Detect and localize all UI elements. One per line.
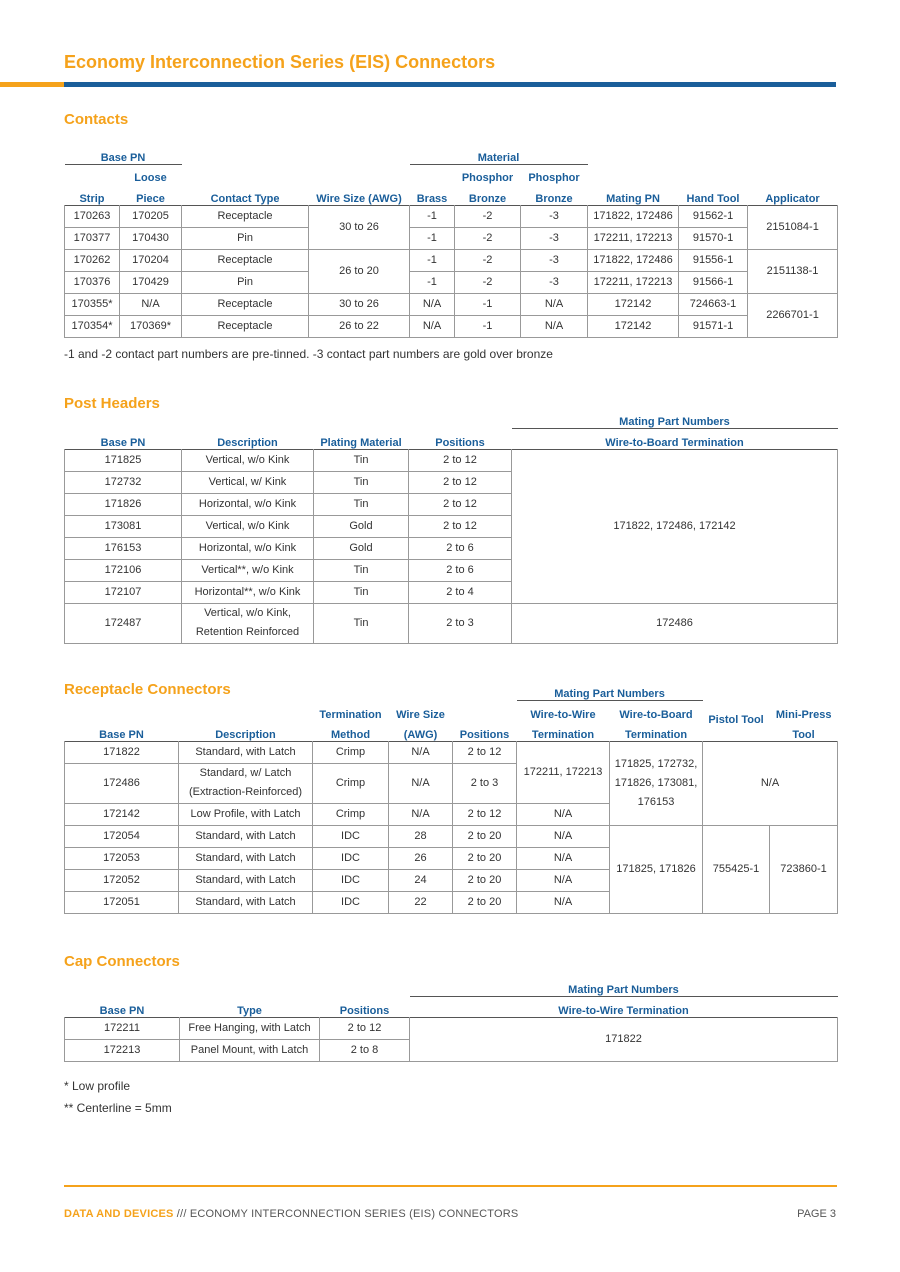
table-row [65,741,838,763]
header-wire-to-wire: Wire-to-Wire Termination [558,1004,689,1017]
cell: 2 to 20 [453,869,517,891]
cell: Tin [314,603,409,643]
cell: 172211 [65,1017,180,1039]
table-row [65,825,838,847]
cell: 91571-1 [679,315,748,337]
cell: N/A [410,315,455,337]
cell: 24 [389,869,453,891]
cell: 2 to 12 [409,471,512,493]
cell: 2 to 12 [453,803,517,825]
cell: 172732 [65,471,182,493]
cell: N/A [703,741,838,825]
cell: -1 [410,205,455,227]
table-row [65,271,838,293]
header-base-pn: Base PN [65,144,182,164]
header-description: Description [217,436,278,449]
cell: N/A [517,891,610,913]
cell: 170262 [65,249,120,271]
cell: 755425-1 [703,825,770,913]
cell: -2 [455,271,521,293]
cell: 170204 [120,249,182,271]
cell: IDC [313,825,389,847]
cell: 170429 [120,271,182,293]
header-bronze: Bronze [468,192,507,205]
page-title: Economy Interconnection Series (EIS) Connectors [64,52,496,72]
cell: N/A [410,293,455,315]
footer-text [64,1208,518,1220]
cap-section-title: Cap Connectors [64,953,180,970]
cell: 170263 [65,205,120,227]
cell: 171822, 172486 [588,205,679,227]
cell: -1 [410,271,455,293]
cell: Crimp [313,763,389,803]
cell: N/A [389,741,453,763]
cell: 172211, 172213 [588,271,679,293]
cell: 172211, 172213 [588,227,679,249]
cell: -3 [521,271,588,293]
cell: Horizontal**, w/o Kink [182,581,314,603]
header-phosphor: Phosphor [528,172,580,184]
cell: 2 to 12 [409,449,512,471]
cell: Receptacle [182,205,309,227]
cell: Tin [314,449,409,471]
header-method: Method [330,728,371,741]
cell: 172213 [65,1039,180,1061]
cell: 172487 [65,603,182,643]
header-positions: Positions [435,436,485,449]
cell: Standard, with Latch [179,741,313,763]
cell-line: 171825, 172732, [614,757,698,770]
cell: Standard, with Latch [179,891,313,913]
cell: 2 to 12 [409,493,512,515]
cell: 724663-1 [679,293,748,315]
header-wire-size: Wire Size (AWG) [316,192,402,205]
cell-line: Retention Reinforced [195,626,300,638]
cell: Vertical, w/o Kink [182,449,314,471]
cell-line: Vertical, w/o Kink, [204,607,291,619]
cell: 28 [389,825,453,847]
cell: 30 to 26 [309,293,410,315]
cell: 172107 [65,581,182,603]
cell: Standard, with Latch [179,825,313,847]
cell: Standard, with Latch [179,869,313,891]
cell: 723860-1 [770,825,838,913]
cell: 170377 [65,227,120,249]
cell: 2151084-1 [748,205,838,249]
cell: 171822, 172486 [588,249,679,271]
cell: Tin [314,493,409,515]
contacts-note: -1 and -2 contact part numbers are pre-tinned. -3 contact part numbers are gold over bronze [64,347,553,361]
cell-line: (Extraction-Reinforced) [188,786,303,798]
header-material: Material [410,144,588,164]
header-wire-to-wire: Wire-to-Wire [530,709,596,721]
header-mating-part-numbers: Mating Part Numbers [517,680,703,700]
cell: Pin [182,271,309,293]
cell: 2 to 20 [453,891,517,913]
cell: IDC [313,869,389,891]
cell: Crimp [313,803,389,825]
cell: Vertical**, w/o Kink [182,559,314,581]
cell: 170376 [65,271,120,293]
header-phosphor: Phosphor [461,172,514,184]
header-bronze: Bronze [535,192,573,205]
header-strip: Strip [79,192,105,205]
header-applicator: Applicator [765,192,820,205]
cell: 91566-1 [679,271,748,293]
header-base-pn: Base PN [99,1004,145,1017]
cell: N/A [389,763,453,803]
cell: -1 [410,227,455,249]
post-headers-section-title: Post Headers [64,395,160,412]
cell: 2 to 4 [409,581,512,603]
cell: IDC [313,847,389,869]
cell: N/A [389,803,453,825]
cell: -1 [455,293,521,315]
header-mating-part-numbers: Mating Part Numbers [410,975,838,996]
header-wire-to-board: Wire-to-Board Termination [605,436,744,449]
cell: N/A [120,293,182,315]
cell: 172486 [65,763,179,803]
header-type: Type [237,1004,262,1017]
contacts-section-title: Contacts [64,111,129,128]
contacts-table [64,144,838,338]
cell: -3 [521,227,588,249]
header-tool: Tool [792,728,815,741]
cell: Tin [314,471,409,493]
receptacle-table [64,680,838,914]
header-wire-to-board: Wire-to-Board [619,709,693,721]
page-number: PAGE 3 [797,1208,836,1220]
cell: 172211, 172213 [517,741,610,803]
cell: 171825 [65,449,182,471]
title-rule [0,82,836,87]
table-row [65,315,838,337]
cell: N/A [517,869,610,891]
cell-multiline [610,741,703,825]
cell: Vertical, w/ Kink [182,471,314,493]
cell: 172142 [588,315,679,337]
table-row [65,1017,838,1039]
cell: 91570-1 [679,227,748,249]
cell: Free Hanging, with Latch [180,1017,320,1039]
header-piece: Piece [136,192,165,205]
header-base-pn: Base PN [100,436,146,449]
cell: 176153 [65,537,182,559]
cell: Panel Mount, with Latch [180,1039,320,1061]
cell: Horizontal, w/o Kink [182,493,314,515]
cell: IDC [313,891,389,913]
header-mating-pn: Mating PN [606,192,660,205]
table-row [65,449,838,471]
cell: 30 to 26 [309,205,410,249]
cell: Tin [314,581,409,603]
cell: 26 [389,847,453,869]
table-row [65,227,838,249]
header-hand-tool: Hand Tool [686,192,740,205]
header-wire-size: Wire Size [396,709,445,721]
cell: -2 [455,227,521,249]
cell: Receptacle [182,293,309,315]
cell: Pin [182,227,309,249]
table-row [65,205,838,227]
header-plating: Plating Material [320,436,402,449]
footnote: * Low profile [64,1079,131,1093]
cell-line: Standard, w/ Latch [199,767,292,779]
cell: 172142 [65,803,179,825]
cell: 22 [389,891,453,913]
header-description: Description [215,728,276,741]
cell: -2 [455,205,521,227]
cell: 2 to 6 [409,559,512,581]
header-awg: (AWG) [403,728,438,741]
cell: Vertical, w/o Kink [182,515,314,537]
cell: 170430 [120,227,182,249]
header-positions: Positions [459,728,510,741]
cell: 170369* [120,315,182,337]
post-headers-table [64,407,838,644]
cell: 91562-1 [679,205,748,227]
table-row [65,293,838,315]
cell: 2 to 20 [453,847,517,869]
cell: 26 to 22 [309,315,410,337]
cell: 172142 [588,293,679,315]
cell: 170354* [65,315,120,337]
cell: 171822 [65,741,179,763]
cell: 2 to 6 [409,537,512,559]
header-pistol-tool: Pistol Tool [708,714,764,727]
cell: N/A [521,293,588,315]
cell: 171825, 171826 [610,825,703,913]
cell: Crimp [313,741,389,763]
cell: -1 [410,249,455,271]
header-termination: Termination [319,709,382,721]
cell: Standard, with Latch [179,847,313,869]
cell: 171822 [410,1017,838,1061]
header-positions: Positions [339,1004,390,1017]
cell: N/A [517,803,610,825]
cell: 26 to 20 [309,249,410,293]
header-loose: Loose [134,172,167,184]
cell-multiline [182,603,314,643]
header-termination: Termination [624,728,688,741]
cap-table [64,975,838,1062]
cell: N/A [517,825,610,847]
cell: 2 to 12 [409,515,512,537]
table-row [65,249,838,271]
cell: -3 [521,205,588,227]
cell: Receptacle [182,249,309,271]
cell: 172486 [512,603,838,643]
footer-brand: DATA AND DEVICES [64,1208,174,1220]
header-contact-type: Contact Type [210,192,280,205]
header-brass: Brass [416,192,448,205]
cell: 2266701-1 [748,293,838,337]
header-mini-press: Mini-Press [775,709,832,721]
cell: 171826 [65,493,182,515]
table-row [65,603,838,643]
cell: 2 to 12 [320,1017,410,1039]
cell: -2 [455,249,521,271]
cell: 91556-1 [679,249,748,271]
header-mating-part-numbers: Mating Part Numbers [512,407,838,428]
cell: 2151138-1 [748,249,838,293]
cell-line: 171826, 173081, [614,776,698,789]
cell: 170355* [65,293,120,315]
cell: 172054 [65,825,179,847]
cell: 172051 [65,891,179,913]
footer-doc-title: /// ECONOMY INTERCONNECTION SERIES (EIS) CONNECTORS [173,1208,519,1220]
cell: Gold [314,515,409,537]
cell: N/A [517,847,610,869]
cell-line: 176153 [637,795,675,808]
receptacle-section-title: Receptacle Connectors [64,681,231,698]
footer-rule [64,1185,837,1187]
cell: -3 [521,249,588,271]
cell-multiline [179,763,313,803]
cell: 2 to 20 [453,825,517,847]
header-termination: Termination [531,728,595,741]
cell: Gold [314,537,409,559]
cell: 172106 [65,559,182,581]
cell: Receptacle [182,315,309,337]
cell: 2 to 8 [320,1039,410,1061]
cell: N/A [521,315,588,337]
cell: Tin [314,559,409,581]
cell: -1 [455,315,521,337]
footnote: ** Centerline = 5mm [64,1101,172,1115]
cell: 2 to 12 [453,741,517,763]
cell: 171822, 172486, 172142 [512,449,838,603]
cell: 2 to 3 [453,763,517,803]
cell: Low Profile, with Latch [179,803,313,825]
cell: 172052 [65,869,179,891]
cell: 173081 [65,515,182,537]
cell: Horizontal, w/o Kink [182,537,314,559]
header-base-pn: Base PN [99,728,144,741]
cell: 172053 [65,847,179,869]
cell: 2 to 3 [409,603,512,643]
cell: 170205 [120,205,182,227]
